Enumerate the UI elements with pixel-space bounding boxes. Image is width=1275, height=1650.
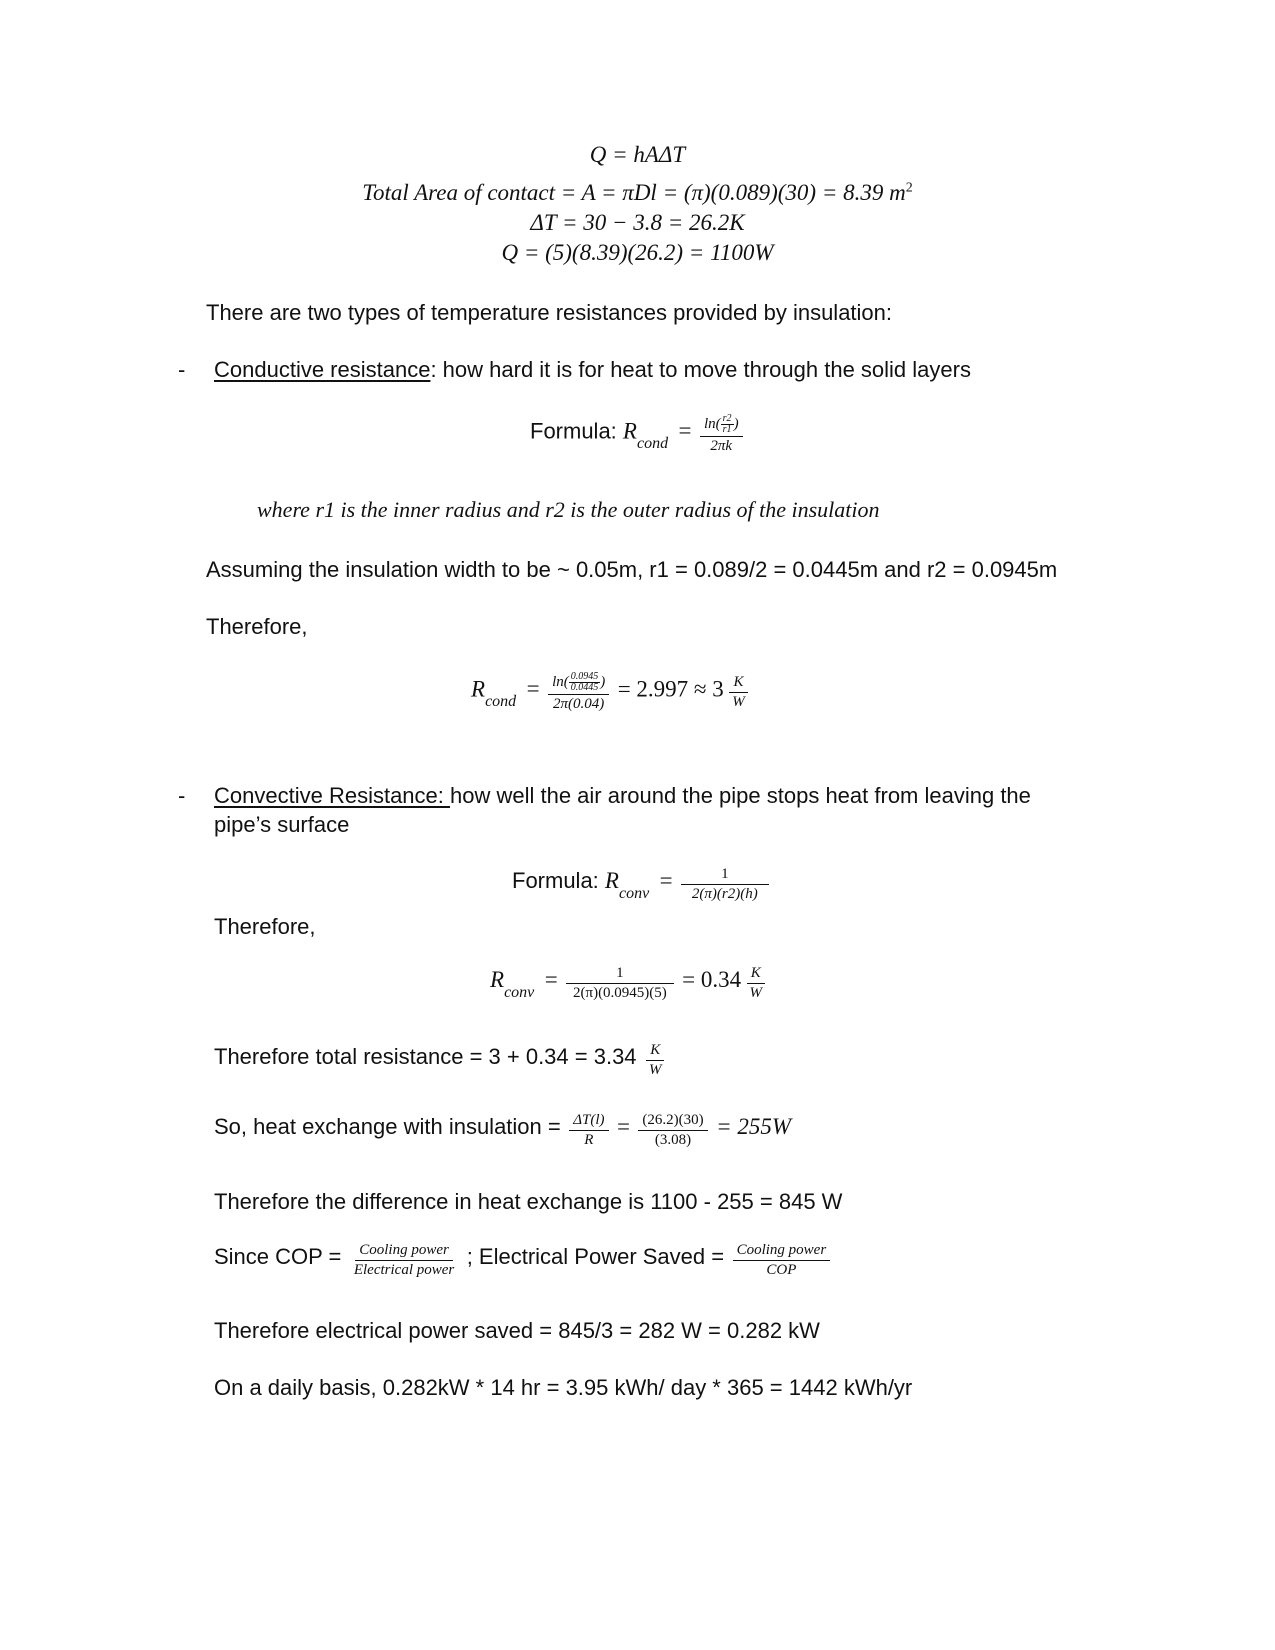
- ln-text: ln(: [703, 415, 721, 432]
- r2-over-r1: [721, 414, 734, 435]
- equation-delta-t: ΔT = 30 − 3.8 = 26.2K: [530, 210, 745, 235]
- heat-equals: =: [616, 1114, 630, 1140]
- conductive-term: Conductive resistance: [214, 357, 431, 382]
- heat-f2-den: (3.08): [654, 1131, 692, 1148]
- saved-den: COP: [766, 1261, 797, 1278]
- calc-r: R: [471, 676, 486, 702]
- conv-formula-label: Formula:: [512, 868, 605, 894]
- heat-exchange: [214, 1112, 791, 1148]
- equation-area: [0, 180, 1275, 206]
- equation-area-text: Total Area of contact = A = πDl = (π)(0.089)(30) = 8.39 m: [362, 180, 906, 205]
- conv-unit-w: W: [749, 984, 763, 1001]
- formula-fraction: [700, 414, 743, 455]
- power-saved-text: Therefore electrical power saved = 845/3 = 282 W = 0.282 kW: [214, 1318, 820, 1343]
- conv-formula-den: 2(π)(r2)(h): [691, 885, 758, 902]
- saved-fraction: [733, 1242, 831, 1278]
- conv-calc-fraction: [566, 965, 674, 1001]
- therefore-text-1: Therefore,: [206, 614, 308, 639]
- r1: r1: [722, 424, 732, 435]
- calc-unit: [728, 674, 749, 710]
- bullet-dash-2: -: [178, 783, 186, 808]
- calc-close: ): [600, 673, 606, 690]
- calc-ratio-top: 0.0945: [570, 671, 599, 682]
- conv-formula-sub: conv: [618, 885, 650, 903]
- cop-fraction: [350, 1242, 458, 1278]
- conv-formula-r: R: [604, 868, 619, 894]
- conv-calc-unit: [746, 965, 767, 1001]
- heat-result: = 255W: [716, 1114, 792, 1140]
- formula-numerator: [700, 414, 743, 437]
- convective-heading: [214, 783, 1031, 809]
- formula-denominator: 2πk: [710, 438, 733, 454]
- saved-text: ; Electrical Power Saved =: [466, 1244, 725, 1270]
- convective-desc: how well the air around the pipe stops heat from leaving the: [450, 783, 1031, 808]
- therefore-text-2: Therefore,: [214, 914, 316, 939]
- convective-desc-line2: pipe’s surface: [214, 812, 350, 837]
- saved-num: Cooling power: [733, 1242, 831, 1261]
- conv-calc-equals: =: [544, 967, 558, 993]
- conv-unit-k: K: [747, 965, 765, 984]
- formula-sub-cond: cond: [636, 435, 669, 453]
- conductive-calculation: [471, 672, 753, 713]
- calc-numerator: [548, 672, 609, 695]
- calc-sub-cond: cond: [485, 693, 517, 711]
- equation-heat-transfer: Q = hAΔT: [589, 142, 686, 167]
- calc-fraction: [548, 672, 609, 713]
- conductive-desc: : how hard it is for heat to move through the solid layers: [430, 357, 971, 382]
- formula-equals: =: [678, 418, 692, 444]
- bullet-dash: -: [178, 357, 186, 382]
- total-unit-w: W: [649, 1061, 662, 1078]
- heat-fraction-1: [569, 1112, 608, 1148]
- heat-f2-num: (26.2)(30): [638, 1112, 707, 1131]
- unit-k: K: [729, 674, 747, 693]
- daily-basis-text: On a daily basis, 0.282kW * 14 hr = 3.95 kWh/ day * 365 = 1442 kWh/yr: [214, 1375, 913, 1400]
- convective-term: Convective Resistance:: [214, 783, 450, 808]
- conv-formula-fraction: [681, 866, 769, 902]
- total-unit: [645, 1042, 666, 1078]
- heat-text: So, heat exchange with insulation =: [214, 1114, 561, 1140]
- calc-ratio-bottom: 0.0445: [570, 682, 599, 693]
- calc-equals: =: [526, 676, 540, 702]
- cop-line: [214, 1242, 834, 1278]
- formula-label: Formula:: [530, 418, 623, 444]
- formula-r: R: [622, 418, 637, 444]
- conv-calc-num: 1: [566, 965, 674, 984]
- total-resistance: [214, 1042, 670, 1078]
- conv-calc-r: R: [490, 967, 505, 993]
- cop-den: Electrical power: [353, 1261, 455, 1278]
- close-paren: ): [733, 415, 739, 432]
- convective-calculation: [490, 965, 770, 1001]
- heat-f1-den: R: [584, 1131, 594, 1148]
- calc-result: = 2.997 ≈ 3: [617, 676, 724, 702]
- convective-formula: [512, 866, 773, 902]
- equation-q-value: Q = (5)(8.39)(26.2) = 1100W: [501, 240, 774, 265]
- heat-f1-num: ΔT(l): [569, 1112, 608, 1131]
- difference-text: Therefore the difference in heat exchange is 1100 - 255 = 845 W: [214, 1189, 843, 1214]
- total-unit-k: K: [646, 1042, 664, 1061]
- cop-num: Cooling power: [355, 1242, 453, 1261]
- conv-calc-result: = 0.34: [682, 967, 742, 993]
- conv-calc-den: 2(π)(0.0945)(5): [573, 984, 667, 1001]
- calc-ln: ln(: [552, 673, 569, 690]
- cop-text: Since COP =: [214, 1244, 342, 1270]
- conv-formula-num: 1: [681, 866, 769, 885]
- heat-fraction-2: [638, 1112, 707, 1148]
- calc-ratio: [569, 672, 601, 693]
- superscript-two: 2: [905, 180, 913, 196]
- assumption-text: Assuming the insulation width to be ~ 0.05m, r1 = 0.089/2 = 0.0445m and r2 = 0.0945m: [206, 557, 1058, 582]
- unit-w: W: [732, 693, 745, 710]
- where-statement: where r1 is the inner radius and r2 is the outer radius of the insulation: [257, 497, 880, 522]
- conductive-formula: [530, 414, 747, 455]
- conductive-heading: [214, 357, 971, 383]
- conv-calc-sub: conv: [504, 984, 535, 1002]
- calc-denominator: 2π(0.04): [553, 696, 605, 712]
- r2: r2: [722, 413, 732, 424]
- intro-text: There are two types of temperature resistances provided by insulation:: [206, 300, 893, 325]
- total-res-text: Therefore total resistance = 3 + 0.34 = 3.34: [214, 1044, 637, 1070]
- conv-formula-equals: =: [659, 868, 673, 894]
